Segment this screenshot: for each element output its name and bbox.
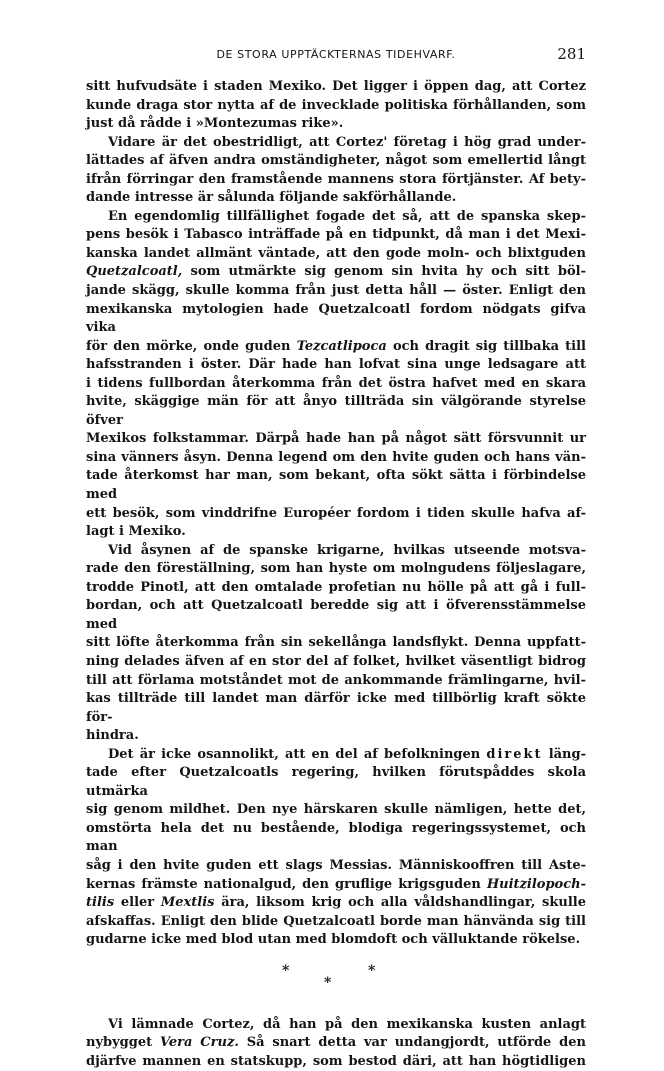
text-line: ett besök, som vinddrifne Européer fordom i tiden skulle hafva af-	[86, 505, 586, 521]
text-line: till att förlama motståndet mot de ankommande främlingarne, hvil-	[86, 672, 586, 688]
text-line: Det är icke osannolikt, att en del af befolkningen direkt läng-	[108, 746, 586, 762]
italic-name-vera-cruz: Vera Cruz.	[159, 1035, 239, 1051]
italic-name-tezcatlipoca: Tezcatlipoca	[296, 338, 387, 354]
text-line: afskaffas. Enligt den blide Quetzalcoatl borde man hänvända sig till	[86, 913, 586, 929]
paragraph-3	[86, 208, 586, 542]
text-line: tade återkomst har man, som bekant, ofta sökt sätta i förbindelse med	[86, 468, 586, 503]
page-number: 281	[557, 45, 586, 63]
body-text	[86, 78, 586, 1071]
running-title: DE STORA UPPTÄCKTERNAS TIDEHVARF.	[216, 48, 456, 61]
text-line: kernas främste nationalgud, den gruflige krigsguden Huitzilopoch-	[86, 876, 586, 892]
text-line: dande intresse är sålunda följande sakförhållande.	[86, 190, 457, 206]
text-line: kunde draga stor nytta af de invecklade politiska förhållanden, som	[86, 97, 586, 113]
paragraph-1	[86, 78, 586, 134]
italic-name-quetzalcoatl: Quetzalcoatl,	[86, 264, 183, 280]
separator-star: *	[368, 962, 376, 979]
paragraph-5	[86, 746, 586, 950]
text-line: Vi lämnade Cortez, då han på den mexikanska kusten anlagt	[108, 1016, 586, 1032]
paragraph-6	[86, 1016, 586, 1071]
text-line: rade den föreställning, som han hyste om molngudens följeslagare,	[86, 561, 586, 577]
text-line: i tidens fullbordan återkomma från det östra hafvet med en skara	[86, 375, 586, 391]
text-line: jande skägg, skulle komma från just detta håll — öster. Enligt den	[86, 283, 586, 299]
text-line: lagt i Mexiko.	[86, 524, 186, 540]
text-line: hvite, skäggige män för att ånyo tillträda sin välgörande styrelse öfver	[86, 394, 586, 428]
separator-star: *	[282, 962, 290, 979]
italic-name-tilis: tilis	[86, 895, 115, 911]
paragraph-2	[86, 134, 586, 208]
text-line: mexikanska mytologien hade Quetzalcoatl fordom nödgats gifva vika	[86, 301, 586, 336]
text-line: tade efter Quetzalcoatls regering, hvilken förutspåddes skola utmärka	[86, 765, 586, 799]
section-separator	[86, 956, 586, 996]
text-line: bordan, och att Quetzalcoatl beredde sig att i öfverensstämmelse med	[86, 598, 586, 632]
text-line: hafsstranden i öster. Där hade han lofvat sina unge ledsagare att	[86, 357, 586, 373]
text-line: nybygget Vera Cruz. Så snart detta var undangjordt, utförde den	[86, 1035, 586, 1051]
text-line: såg i den hvite guden ett slags Messias. Människooffren till Aste-	[86, 857, 586, 873]
text-line: lättades af äfven andra omständigheter, något som emellertid långt	[86, 153, 586, 169]
text-line: En egendomlig tillfällighet fogade det så, att de spanska skep-	[108, 208, 586, 224]
text-line: tilis eller Mextlis ära, liksom krig och alla våldshandlingar, skulle	[86, 895, 586, 911]
text-line: sitt löfte återkomma från sin sekellånga landsflykt. Denna uppfatt-	[86, 635, 586, 651]
text-line: Quetzalcoatl, som utmärkte sig genom sin hvita hy och sitt böl-	[86, 264, 586, 280]
text-line: Mexikos folkstammar. Därpå hade han på något sätt försvunnit ur	[86, 431, 586, 447]
italic-name-huitzilopoch: Huitzilopoch-	[486, 876, 586, 892]
separator-star: *	[324, 974, 332, 991]
text-line: kas tillträde till landet man därför icke med tillbörlig kraft sökte för-	[86, 691, 586, 725]
page-header	[86, 45, 586, 65]
paragraph-4	[86, 542, 586, 746]
text-line: ifrån förringar den framstående mannens stora förtjänster. Af bety-	[86, 171, 586, 187]
text-line: sina vänners åsyn. Denna legend om den hvite guden och hans vän-	[86, 449, 586, 465]
text-line: sitt hufvudsäte i staden Mexiko. Det ligger i öppen dag, att Cortez	[86, 79, 586, 94]
italic-name-mextlis: Mextlis	[160, 895, 215, 911]
text-line: sig genom mildhet. Den nye härskaren skulle nämligen, hette det,	[86, 802, 586, 818]
text-line: pens besök i Tabasco inträffade på en tidpunkt, då man i det Mexi-	[86, 227, 586, 243]
text-line: trodde Pinotl, att den omtalade profetian nu hölle på att gå i full-	[86, 579, 586, 595]
text-line: Vid åsynen af de spanske krigarne, hvilkas utseende motsva-	[108, 542, 586, 558]
text-line: djärfve mannen en statskupp, som bestod däri, att han högtidligen	[86, 1053, 586, 1069]
text-line: gudarne icke med blod utan med blomdoft och välluktande rökelse.	[86, 932, 581, 948]
text-line: ning delades äfven af en stor del af folket, hvilket väsentligt bidrog	[86, 653, 586, 669]
text-line: hindra.	[86, 728, 139, 744]
text-line: just då rådde i »Montezumas rike».	[86, 116, 344, 132]
text-line: omstörta hela det nu bestående, blodiga regeringssystemet, och man	[86, 820, 586, 855]
emphasis-direkt: direkt	[486, 746, 543, 762]
text-line: kanska landet allmänt väntade, att den gode moln- och blixtguden	[86, 245, 586, 261]
text-line: för den mörke, onde guden Tezcatlipoca och dragit sig tillbaka till	[86, 338, 586, 354]
text-line: Vidare är det obestridligt, att Cortez' företag i hög grad under-	[108, 134, 586, 150]
